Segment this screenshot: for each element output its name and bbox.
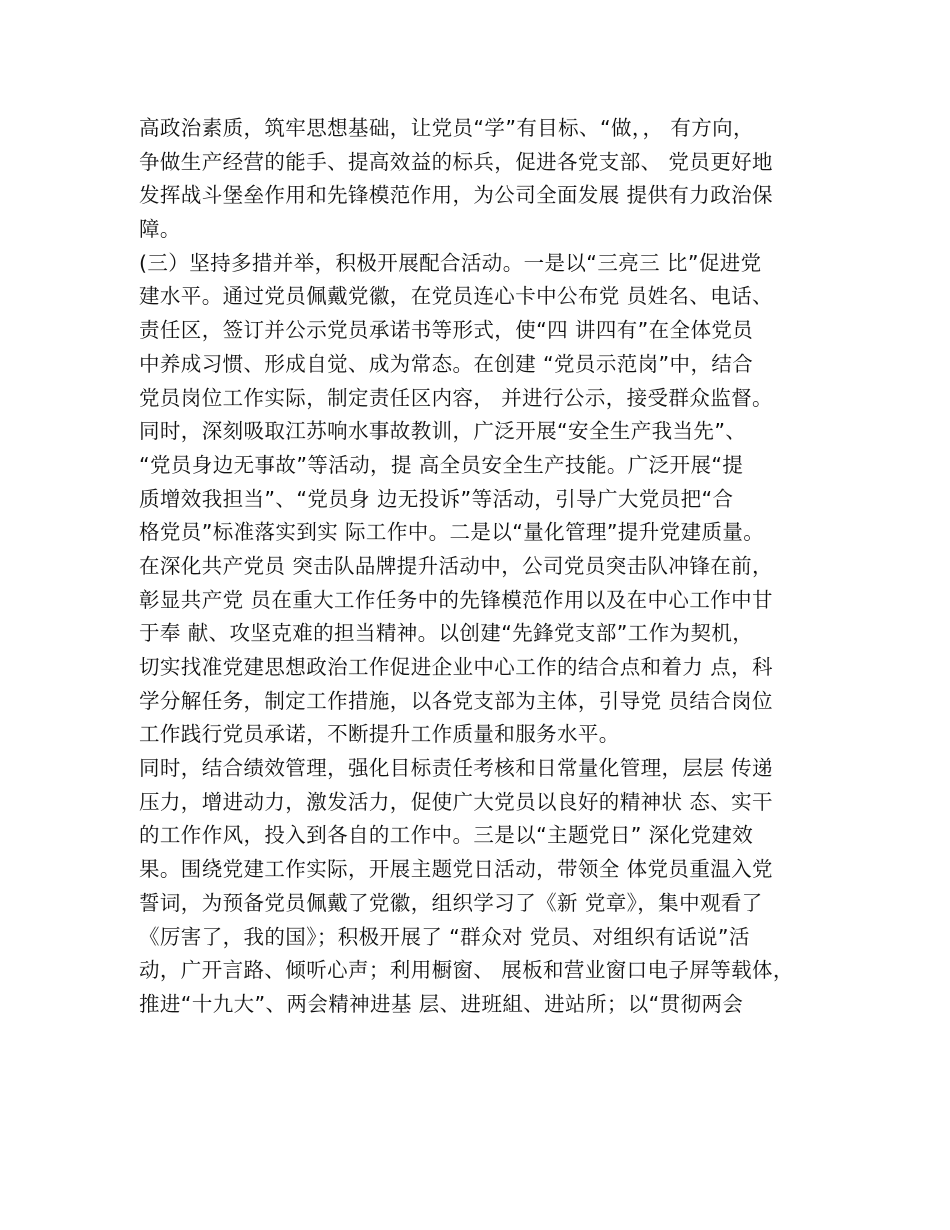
text-line: 彰显共产党 员在重大工作任务中的先锋模范作用以及在中心工作中甘 [139, 587, 773, 612]
text-line: 格党员”标准落实到实 际工作中。二是以“量化管理”提升党建质量。 [139, 520, 765, 545]
text-line: 在深化共产党员 突击队品牌提升活动中，公司党员突击队冲锋在前， [139, 553, 773, 578]
text-line: 动，广开言路、倾听心声；利用橱窗、 展板和营业窗口电子屏等载体， [139, 958, 794, 983]
text-line: 压力，增进动力，激发活力，促使广大党员以良好的精神状 态、实干 [139, 789, 773, 814]
text-line: 建水平。通过党员佩戴党徽，在党员连心卡中公布党 员姓名、电话、 [139, 284, 773, 309]
text-line: 中养成习惯、形成自觉、成为常态。在创建 “党员示范岗”中，结合 [139, 351, 754, 376]
text-line: 工作践行党员承诺，不断提升工作质量和服务水平。 [139, 722, 620, 747]
text-line: 于奉 献、攻坚克难的担当精神。以创建“先鋒党支部”工作为契机， [139, 621, 754, 646]
text-line: 发挥战斗堡垒作用和先锋模范作用，为公司全面发展 提供有力政治保 [139, 183, 773, 208]
text-line: 誓词，为预备党员佩戴了党徽，组织学习了《新 党章》，集中观看了 [139, 890, 763, 915]
text-line: 质增效我担当”、“党员身 边无投诉”等活动，引导广大党员把“合 [139, 486, 734, 511]
text-line: 责任区，签订并公示党员承诺书等形式，使“四 讲四有”在全体党员 [139, 318, 754, 343]
text-line: 的工作作风，投入到各自的工作中。三是以“主题党日” 深化党建效 [139, 823, 754, 848]
text-line: 争做生产经营的能手、提高效益的标兵，促进各党支部、 党员更好地 [139, 149, 773, 174]
text-line: (三）坚持多措并举，积极开展配合活动。一是以“三亮三 比”促进党 [139, 250, 762, 275]
text-line: 果。围绕党建工作实际，开展主题党日活动，带领全 体党员重温入党 [139, 857, 773, 882]
text-line: “党员身边无事故”等活动，提 高全员安全生产技能。广泛开展“提 [139, 452, 744, 477]
text-line: 切实找准党建思想政治工作促进企业中心工作的结合点和着力 点，科 [139, 655, 773, 679]
text-line: 同时，结合绩效管理，强化目标责任考核和日常量化管理，层层 传递 [139, 756, 773, 781]
text-line: 《厉害了，我的国》；积极开展了 “群众对 党员、对组织有话说”活 [139, 924, 750, 949]
text-line: 党员岗位工作实际，制定责任区内容， 并进行公示，接受群众监督。 [139, 385, 773, 410]
text-line: 推进“十九大”、两会精神进基 层、进班組、进站所；以“贯彻两会 [139, 991, 744, 1016]
text-line: 障。 [139, 217, 181, 242]
text-line: 同时，深刻吸取江苏响水事故教训，广泛开展“安全生产我当先”、 [139, 419, 747, 444]
text-line: 高政治素质，筑牢思想基础，让党员“学”有目标、“做，， 有方向， [139, 116, 754, 140]
body-text [139, 112, 839, 1022]
text-line: 学分解任务，制定工作措施，以各党支部为主体，引导党 员结合岗位 [139, 688, 773, 713]
